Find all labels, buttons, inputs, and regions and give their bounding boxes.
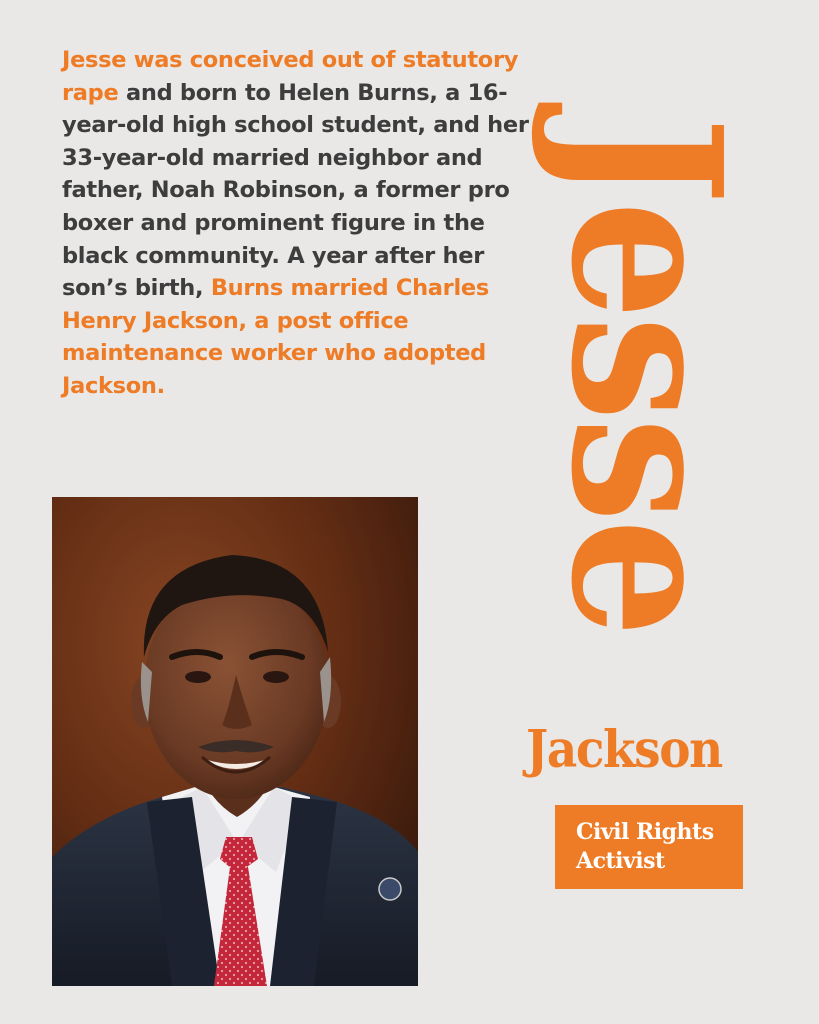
bio-text: and born to Helen Burns, a 16-year-old high school student, and her 33-year-old married neighbor and father, Noah Robinson, a former pro boxer and prominent figure in the black community. A year after her son’s birth, xyxy=(62,79,529,302)
first-name-block xyxy=(510,55,780,695)
portrait-photo xyxy=(52,497,418,986)
portrait-illustration xyxy=(52,497,418,986)
bio-highlight-1: Jesse was conceived out of statutory rape xyxy=(62,47,519,106)
badge-line-2: Activist xyxy=(576,848,665,874)
badge-line-1: Civil Rights xyxy=(576,819,714,845)
last-name: Jackson xyxy=(526,720,722,780)
title-badge xyxy=(555,805,743,889)
first-name-vertical: Jesse xyxy=(525,116,766,634)
bio-paragraph xyxy=(62,44,532,403)
title-badge-text xyxy=(576,818,714,876)
bio-highlight-2: Burns married Charles Henry Jackson, a post office maintenance worker who adopted Jackson. xyxy=(62,275,489,399)
